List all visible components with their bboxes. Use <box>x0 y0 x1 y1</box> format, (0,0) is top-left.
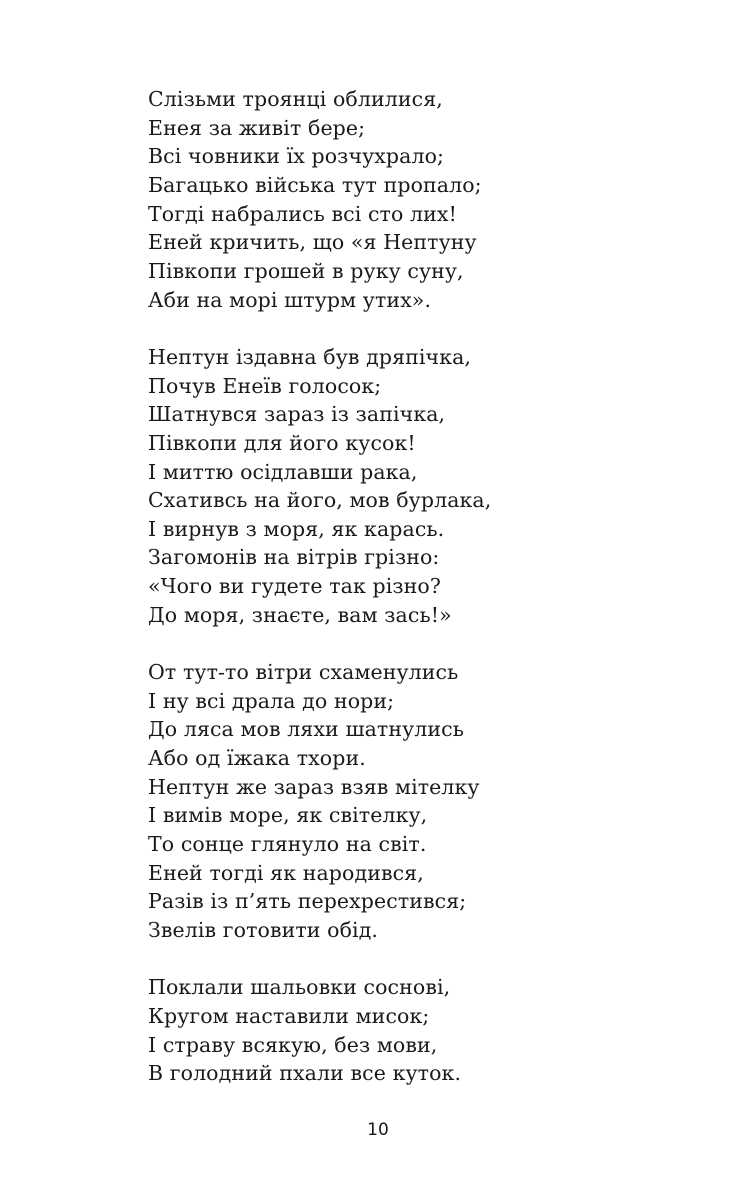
poem-line: Почув Енеїв голосок; <box>148 373 382 398</box>
stanza-3 <box>148 658 708 945</box>
poem-line: В голодний пхали все куток. <box>148 1061 462 1086</box>
poem-line: Слізьми троянці облилися, <box>148 87 443 111</box>
poem-line: Загомонів на вітрів грізно: <box>148 545 440 570</box>
poem-line: Поклали шальовки соснові, <box>148 975 451 1000</box>
poem-line: І миттю осідлавши рака, <box>148 459 418 484</box>
stanza-1 <box>148 85 708 314</box>
stanza-2 <box>148 343 708 630</box>
poem-line: Разів із п’ять перехрестився; <box>148 889 467 914</box>
poem-line: До ляса мов ляхи шатнулись <box>148 717 465 742</box>
poem-line: До моря, знаєте, вам зась!» <box>148 602 452 627</box>
poem-line: І страву всякую, без мови, <box>148 1032 438 1057</box>
poem-line: Півкопи для його кусок! <box>148 430 416 455</box>
poem-line: Всі човники їх розчухрало; <box>148 144 445 169</box>
poem-line: Нептун же зараз взяв мітелку <box>148 774 480 799</box>
poem-line: Еней кричить, що «я Нептуну <box>148 230 477 255</box>
poem-line: Аби на морі штурм утих». <box>148 287 432 312</box>
poem-text <box>148 85 708 1117</box>
poem-line: Схативсь на його, мов бурлака, <box>148 488 492 513</box>
poem-line: Еней тогді як народився, <box>148 860 424 885</box>
page-number: 10 <box>367 1120 389 1140</box>
poem-line: Тогді набрались всі сто лих! <box>148 201 457 226</box>
poem-line: Звелів готовити обід. <box>148 918 379 942</box>
poem-line: І вирнув з моря, як карась. <box>148 516 445 541</box>
poem-line: То сонце глянуло на світ. <box>148 832 427 857</box>
stanza-4 <box>148 973 708 1088</box>
poem-line: Енея за живіт бере; <box>148 115 366 140</box>
poem-line: «Чого ви гудете так різно? <box>148 574 441 599</box>
poem-line: І ну всі драла до нори; <box>148 688 395 713</box>
poem-line: Кругом наставили мисок; <box>148 1003 430 1028</box>
poem-line: От тут-то вітри схаменулись <box>148 660 459 685</box>
poem-line: Багацько війська тут пропало; <box>148 172 482 197</box>
poem-line: Нептун іздавна був дряпічка, <box>148 344 472 369</box>
poem-line: Шатнувся зараз із запічка, <box>148 402 446 427</box>
poem-line: Півкопи грошей в руку суну, <box>148 258 464 283</box>
poem-line: Або од їжака тхори. <box>148 746 366 771</box>
poem-line: І вимів море, як світелку, <box>148 803 428 828</box>
